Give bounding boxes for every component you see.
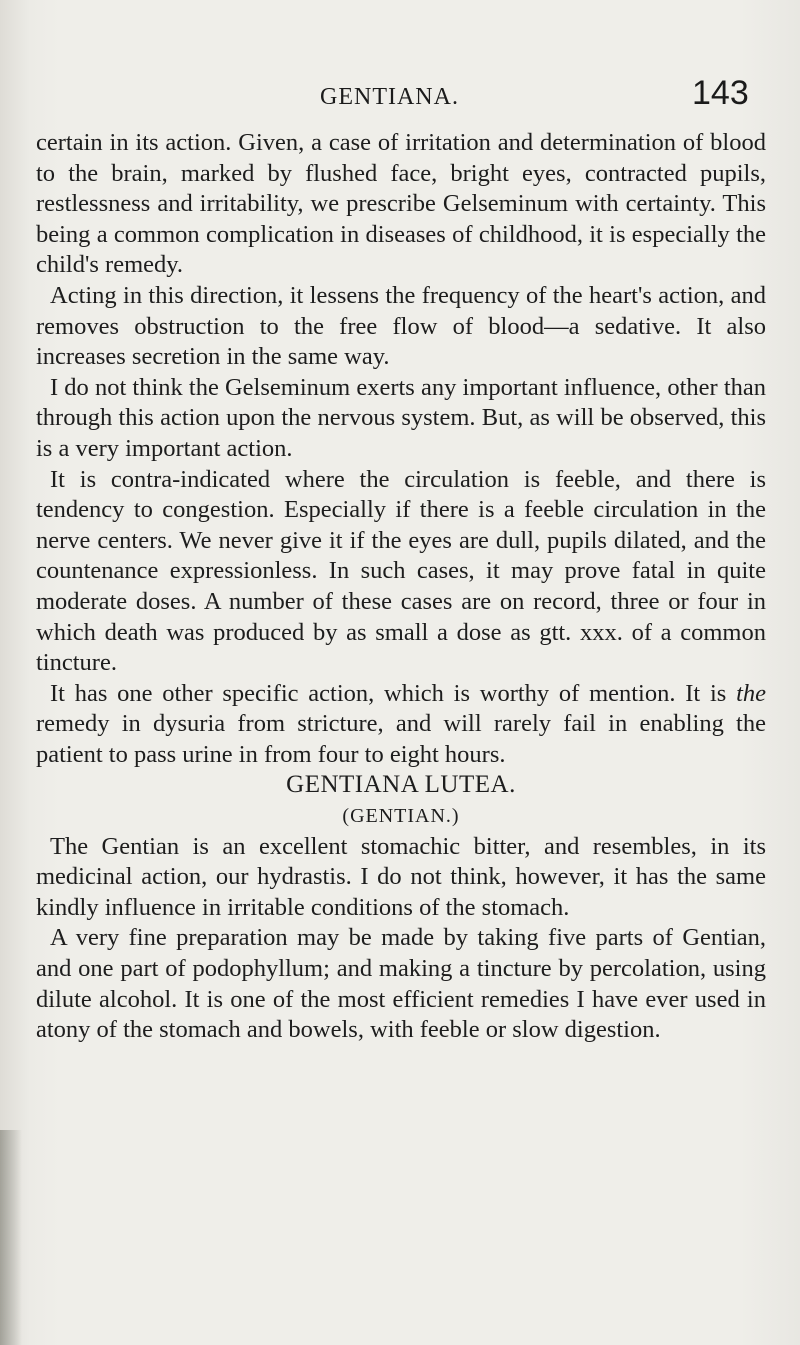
- section-subheading: (GENTIAN.): [342, 805, 460, 828]
- paragraph: A very fine preparation may be made by taking five parts of Gentian, and one part of podophyllum; and making a tincture by percolation, using dilute alcohol. It is one of the most efficient remedies I have ever used in atony of the stomach and bowels, with feeble or slow digestion.: [36, 924, 766, 1044]
- section-heading: GENTIANA LUTEA.: [286, 771, 516, 799]
- paragraph: I do not think the Gelseminum exerts any important influence, other than through this action upon the nervous system. But, as will be observed, this is a very important action.: [36, 373, 766, 462]
- page-edge-shadow: [0, 1130, 22, 1345]
- paragraph-specific-action: [36, 679, 766, 771]
- paragraph: Acting in this direction, it lessens the frequency of the heart's action, and removes obstruction to the free flow of blood—a sedative. It also increases secretion in the same way.: [36, 281, 766, 371]
- text-run: It has one other specific action, which is worthy of mention. It is: [50, 679, 737, 707]
- paragraph: The Gentian is an excellent stomachic bitter, and resembles, in its medicinal action, our hydrastis. I do not think, however, it has the same kindly influence in irritable conditions of the stomach.: [36, 832, 766, 921]
- body-text: [36, 128, 766, 1046]
- page-number: 143: [692, 74, 749, 112]
- running-title: GENTIANA.: [320, 84, 459, 110]
- running-header: [0, 72, 800, 112]
- paragraph: certain in its action. Given, a case of irritation and determination of blood to the brain, marked by flushed face, bright eyes, contracted pupils, restlessness and irritability, we prescribe Gelseminum with certainty. This being a common complication in diseases of childhood, it is especially the child's remedy.: [36, 129, 766, 279]
- paragraph: It is contra-indicated where the circulation is feeble, and there is tendency to congestion. Especially if there is a feeble circulation in the nerve centers. We never give it if the eyes are dull, pupils dilated, and the countenance expressionless. In such cases, it may prove fatal in quite moderate doses. A number of these cases are on record, three or four in which death was produced by as small a dose as gtt. xxx. of a common tincture.: [36, 465, 766, 677]
- emphasized-word: the: [736, 679, 766, 707]
- text-run: remedy in dysuria from stricture, and will rarely fail in enabling the patient to pass urine in from four to eight hours.: [36, 710, 766, 768]
